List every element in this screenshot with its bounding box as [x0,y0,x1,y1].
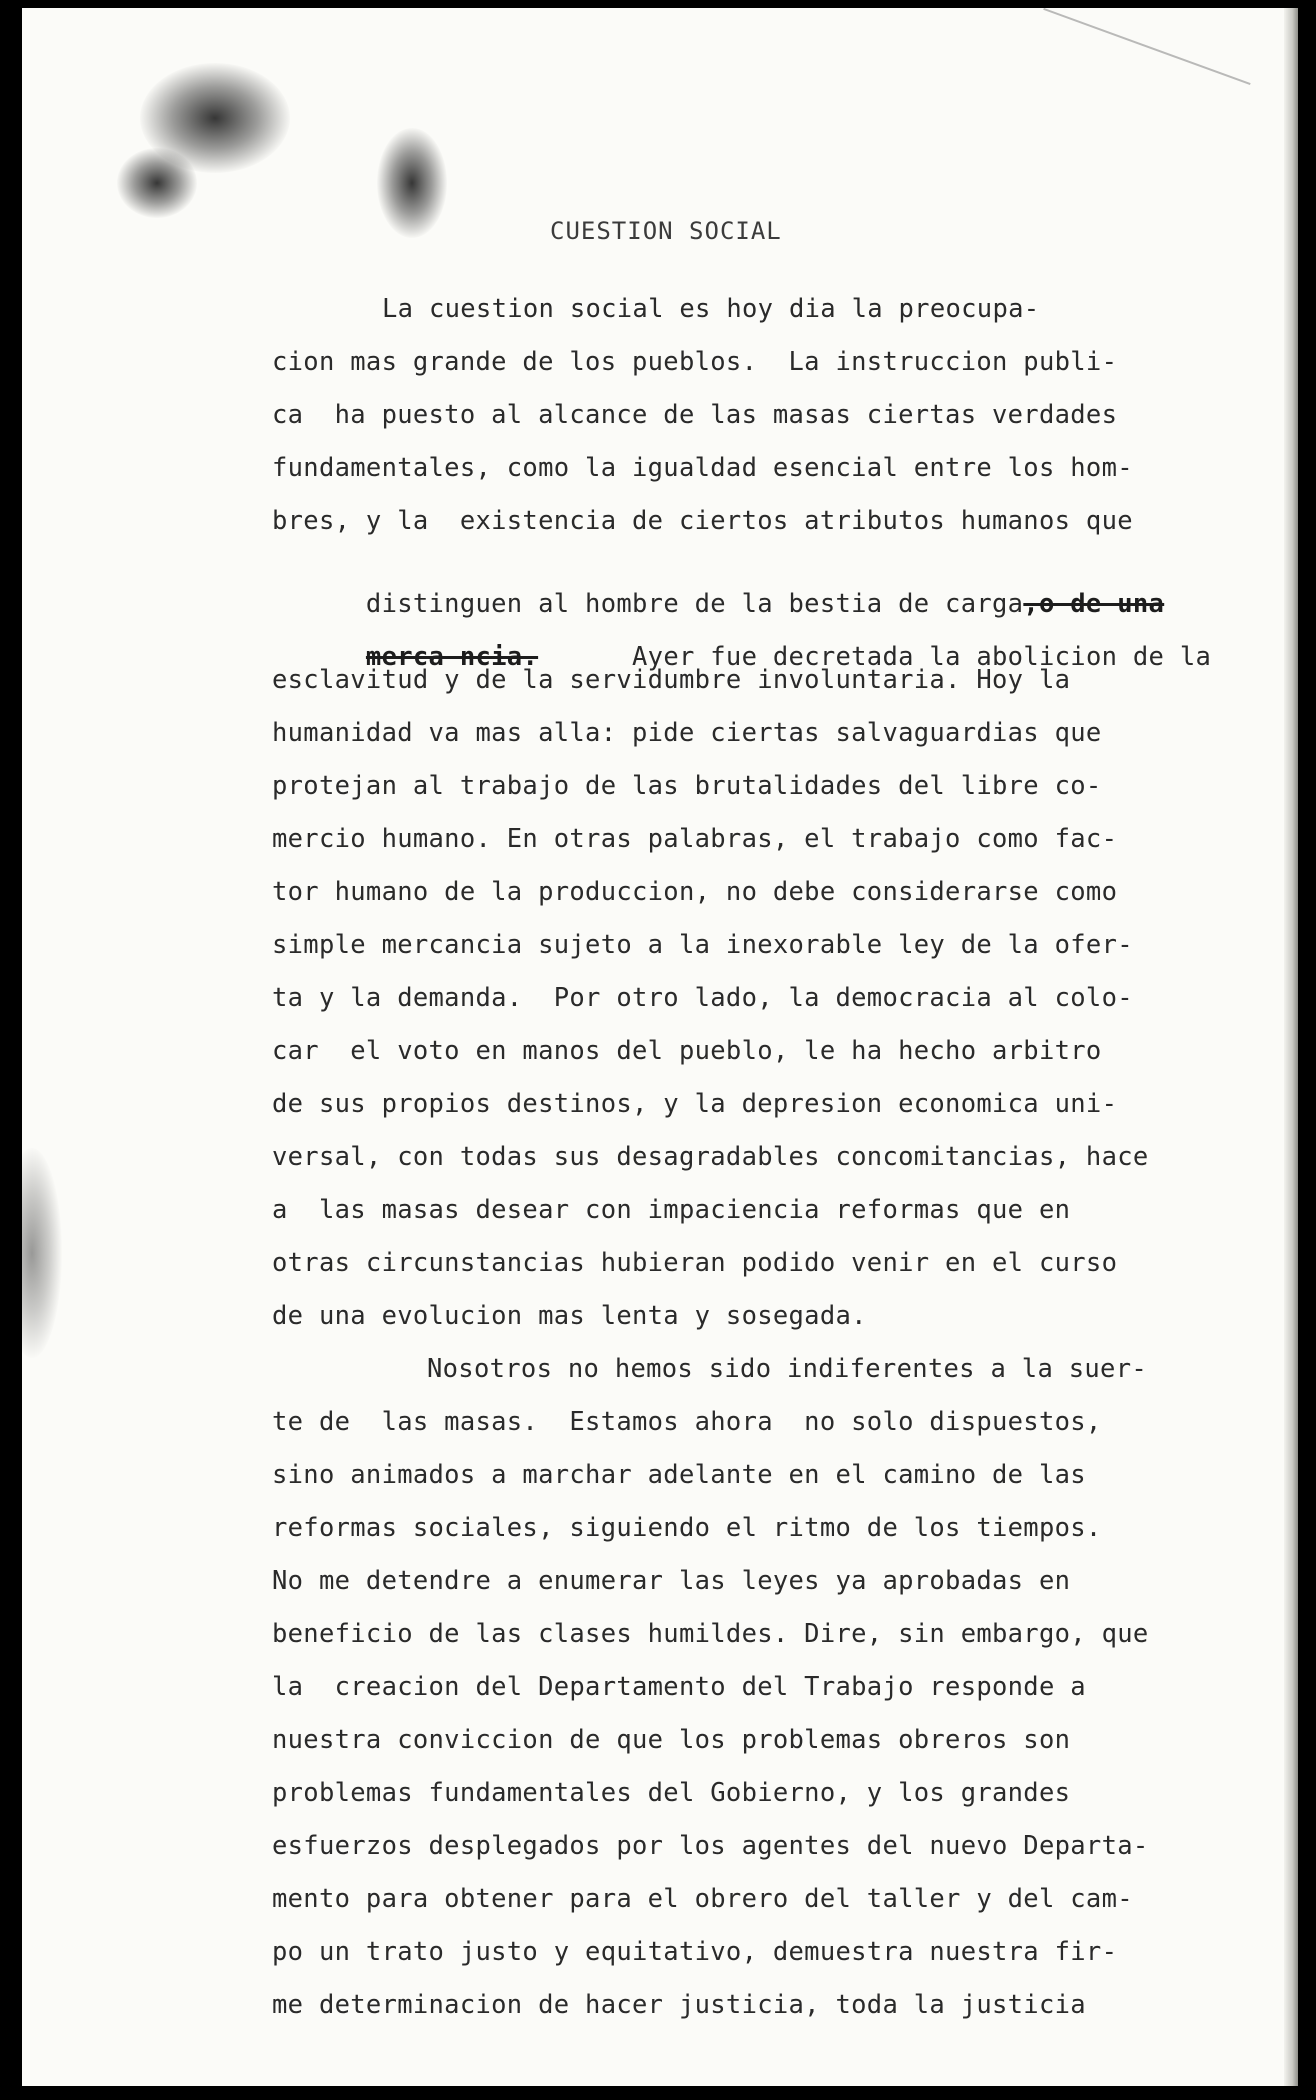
text-line: me determinacion de hacer justicia, toda la justicia [272,1990,1086,2020]
document-title: CUESTION SOCIAL [550,217,782,245]
text-line: la creacion del Departamento del Trabajo responde a [272,1672,1086,1702]
text-line: a las masas desear con impaciencia reformas que en [272,1195,1071,1225]
text-line: de sus propios destinos, y la depresion economica uni- [272,1089,1118,1119]
text-line: problemas fundamentales del Gobierno, y los grandes [272,1778,1071,1808]
text-line: esclavitud y de la servidumbre involuntaria. Hoy la [272,665,1071,695]
text-line: simple mercancia sujeto a la inexorable ley de la ofer- [272,930,1133,960]
page-edge-shadow [1284,8,1298,2086]
text-line: mercio humano. En otras palabras, el trabajo como fac- [272,824,1118,854]
ink-smudge [377,128,447,238]
text-line: ta y la demanda. Por otro lado, la democracia al colo- [272,983,1133,1013]
text-line: versal, con todas sus desagradables concomitancias, hace [272,1142,1149,1172]
ink-smudge [117,148,197,218]
text-line: bres, y la existencia de ciertos atributos humanos que [272,506,1133,536]
text-segment: distinguen al hombre de la bestia de carga [365,589,1024,619]
text-line: humanidad va mas alla: pide ciertas salvaguardias que [272,718,1102,748]
text-segment: Ayer fue decretada la abolicion de la [538,642,1212,672]
text-line: car el voto en manos del pueblo, le ha hecho arbitro [272,1036,1102,1066]
text-line: mento para obtener para el obrero del taller y del cam- [272,1884,1133,1914]
text-line: tor humano de la produccion, no debe considerarse como [272,877,1118,907]
text-line: La cuestion social es hoy dia la preocupa- [382,294,1040,324]
text-line: protejan al trabajo de las brutalidades del libre co- [272,771,1102,801]
text-line: esfuerzos desplegados por los agentes del nuevo Departa- [272,1831,1149,1861]
text-line: cion mas grande de los pueblos. La instruccion publi- [272,347,1118,377]
struck-text: ,o de una [1023,589,1165,619]
text-line: sino animados a marchar adelante en el camino de las [272,1460,1086,1490]
text-line: fundamentales, como la igualdad esencial entre los hom- [272,453,1133,483]
text-line: Nosotros no hemos sido indiferentes a la suer- [427,1354,1148,1384]
struck-text: merca ncia. [365,642,539,672]
corner-fold-mark [1043,8,1278,85]
text-line: po un trato justo y equitativo, demuestra nuestra fir- [272,1937,1118,1967]
text-line: reformas sociales, siguiendo el ritmo de los tiempos. [272,1513,1102,1543]
text-line: beneficio de las clases humildes. Dire, sin embargo, que [272,1619,1149,1649]
text-line: de una evolucion mas lenta y sosegada. [272,1301,867,1331]
text-line: ca ha puesto al alcance de las masas ciertas verdades [272,400,1118,430]
text-line: otras circunstancias hubieran podido venir en el curso [272,1248,1118,1278]
text-line: No me detendre a enumerar las leyes ya aprobadas en [272,1566,1071,1596]
text-line: nuestra conviccion de que los problemas obreros son [272,1725,1071,1755]
document-page [22,8,1298,2086]
ink-smudge [22,1148,62,1358]
text-line: te de las masas. Estamos ahora no solo dispuestos, [272,1407,1102,1437]
